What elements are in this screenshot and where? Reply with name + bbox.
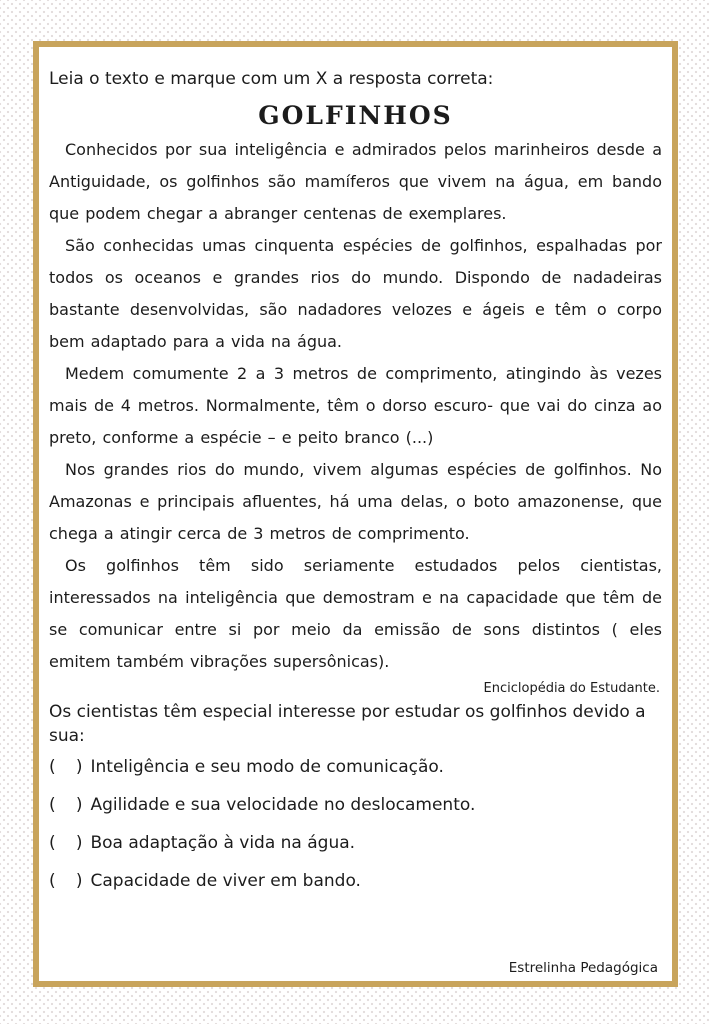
answer-blank-3[interactable]: ( ) [49,833,84,853]
answer-option-2 [49,794,662,817]
source-citation: Enciclopédia do Estudante. [483,681,660,696]
answer-option-2-label: Agilidade e sua velocidade no deslocamento. [90,795,476,815]
worksheet-frame [33,41,678,987]
footer-credit: Estrelinha Pedagógica [508,960,658,976]
answer-option-1-label: Inteligência e seu modo de comunicação. [90,757,444,777]
answer-blank-2[interactable]: ( ) [49,795,84,815]
paragraph-4: Nos grandes rios do mundo, vivem algumas espécies de golfinhos. No Amazonas e principais afluentes, há uma delas, o boto amazonense, que chega a atingir cerca de 3 metros de comprimento. [49,460,662,543]
instruction-text: Leia o texto e marque com um X a resposta correta: [49,69,494,89]
paragraph-2: São conhecidas umas cinquenta espécies de golfinhos, espalhadas por todos os oceanos e grandes rios do mundo. Dispondo de nadadeiras bastante desenvolvidas, são nadadores velozes e ágeis e têm o corpo bem adaptado para a vida na água. [49,236,662,351]
paragraph-5: Os golfinhos têm sido seriamente estudados pelos cientistas, interessados na inteligência que demostram e na capacidade que têm de se comunicar entre si por meio da emissão de sons distintos ( eles emitem também vibrações supersônicas). [49,556,662,671]
answer-blank-4[interactable]: ( ) [49,871,84,891]
paragraph-1: Conhecidos por sua inteligência e admirados pelos marinheiros desde a Antiguidade, os golfinhos são mamíferos que vivem na água, em bando que podem chegar a abranger centenas de exemplares. [49,140,662,223]
answer-option-4 [49,870,662,893]
answer-option-3-label: Boa adaptação à vida na água. [90,833,356,853]
answer-option-3 [49,832,662,855]
page-title: GOLFINHOS [258,101,453,130]
question-text: Os cientistas têm especial interesse por estudar os golfinhos devido a sua: [49,702,646,746]
answer-options-list [49,756,662,893]
answer-blank-1[interactable]: ( ) [49,757,84,777]
answer-option-4-label: Capacidade de viver em bando. [90,871,361,891]
paragraph-3: Medem comumente 2 a 3 metros de comprimento, atingindo às vezes mais de 4 metros. Normalmente, têm o dorso escuro- que vai do cinza ao preto, conforme a espécie – e peito branco (...) [49,364,662,447]
answer-option-1 [49,756,662,779]
